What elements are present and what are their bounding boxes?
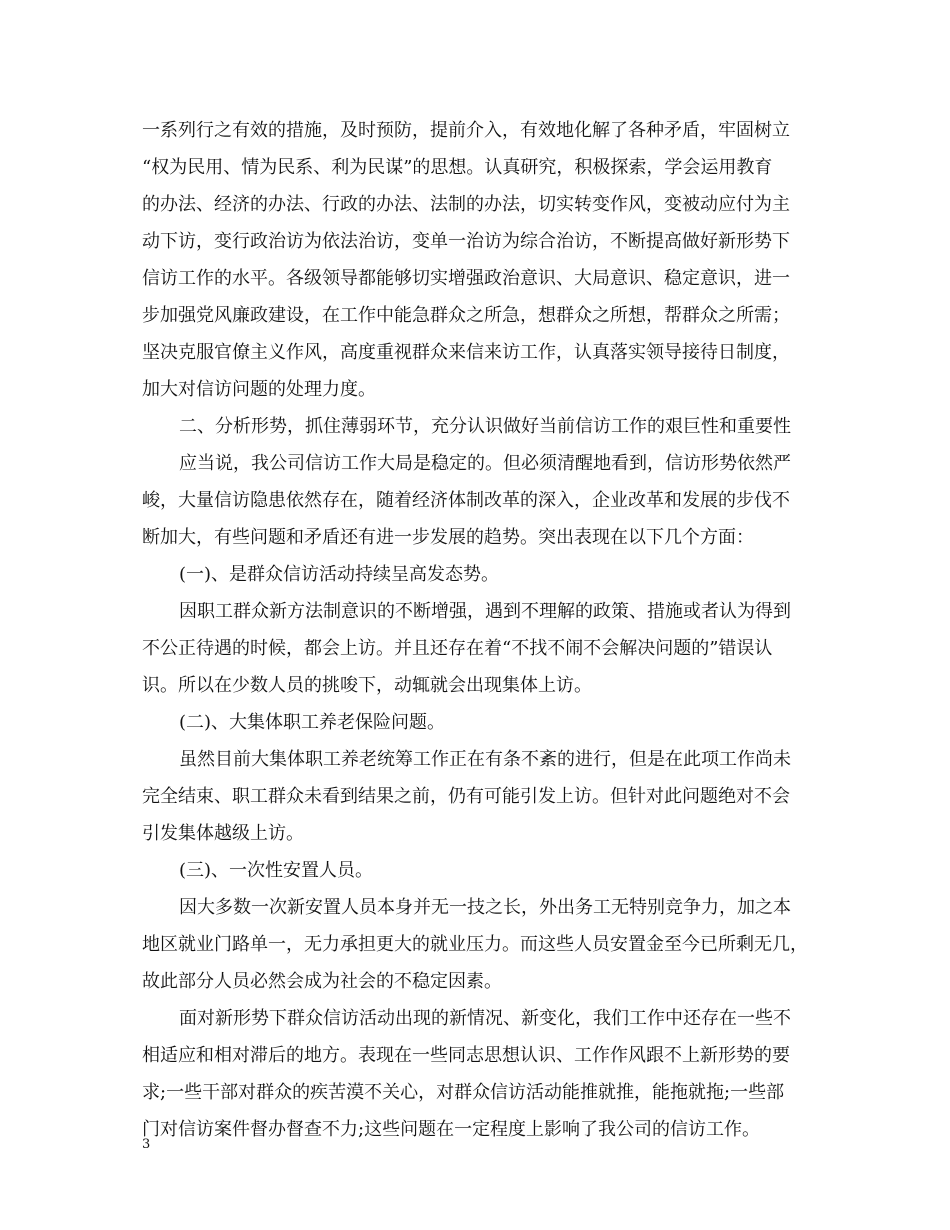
text-line: 门对信访案件督办督查不力;这些问题在一定程度上影响了我公司的信访工作。 <box>142 1119 761 1140</box>
text-line: (一)、是群众信访活动持续呈高发态势。 <box>179 564 500 585</box>
text-line: 面对新形势下群众信访活动出现的新情况、新变化，我们工作中还存在一些不 <box>179 1008 791 1029</box>
text-line: 一系列行之有效的措施，及时预防，提前介入，有效地化解了各种矛盾，牢固树立 <box>142 120 790 141</box>
text-line: 故此部分人员必然会成为社会的不稳定因素。 <box>142 971 502 992</box>
page-number: 3 <box>142 1137 151 1152</box>
text-line: 求;一些干部对群众的疾苦漠不关心，对群众信访活动能推就推，能拖就拖;一些部 <box>142 1082 785 1103</box>
text-line: 相适应和相对滞后的地方。表现在一些同志思想认识、工作作风跟不上新形势的要 <box>142 1045 790 1066</box>
text-line: 地区就业门路单一，无力承担更大的就业压力。而这些人员安置金至今已所剩无几， <box>142 934 808 955</box>
text-line: 识。所以在少数人员的挑唆下，动辄就会出现集体上访。 <box>142 675 592 696</box>
text-line: 引发集体越级上访。 <box>142 823 304 844</box>
text-line: (三)、一次性安置人员。 <box>179 860 374 881</box>
text-line: 信访工作的水平。各级领导都能够切实增强政治意识、大局意识、稳定意识，进一 <box>142 268 790 289</box>
text-line: 因大多数一次新安置人员本身并无一技之长，外出务工无特别竞争力，加之本 <box>179 897 791 918</box>
text-line: 不公正待遇的时候，都会上访。并且还存在着“不找不闹不会解决问题的”错误认 <box>142 638 773 659</box>
text-line: (二)、大集体职工养老保险问题。 <box>179 712 446 733</box>
text-line: 完全结束、职工群众未看到结果之前，仍有可能引发上访。但针对此问题绝对不会 <box>142 786 790 807</box>
text-line: 动下访，变行政治访为依法治访，变单一治访为综合治访，不断提高做好新形势下 <box>142 231 790 252</box>
text-line: 因职工群众新方法制意识的不断增强，遇到不理解的政策、措施或者认为得到 <box>179 601 791 622</box>
text-line: 加大对信访问题的处理力度。 <box>142 379 376 400</box>
text-line: 应当说，我公司信访工作大局是稳定的。但必须清醒地看到，信访形势依然严 <box>179 453 791 474</box>
text-line: 断加大，有些问题和矛盾还有进一步发展的趋势。突出表现在以下几个方面： <box>142 527 754 548</box>
text-line: 虽然目前大集体职工养老统筹工作正在有条不紊的进行，但是在此项工作尚未 <box>179 749 791 770</box>
text-line: 坚决克服官僚主义作风，高度重视群众来信来访工作，认真落实领导接待日制度， <box>142 342 790 363</box>
text-line: “权为民用、情为民系、利为民谋”的思想。认真研究，积极探索，学会运用教育 <box>142 157 773 178</box>
text-line: 二、分析形势，抓住薄弱环节，充分认识做好当前信访工作的艰巨性和重要性 <box>179 416 791 437</box>
text-line: 峻，大量信访隐患依然存在，随着经济体制改革的深入，企业改革和发展的步伐不 <box>142 490 790 511</box>
document-body <box>142 112 812 1148</box>
text-line: 步加强党风廉政建设，在工作中能急群众之所急，想群众之所想，帮群众之所需； <box>142 305 790 326</box>
text-line: 的办法、经济的办法、行政的办法、法制的办法，切实转变作风，变被动应付为主 <box>142 194 790 215</box>
